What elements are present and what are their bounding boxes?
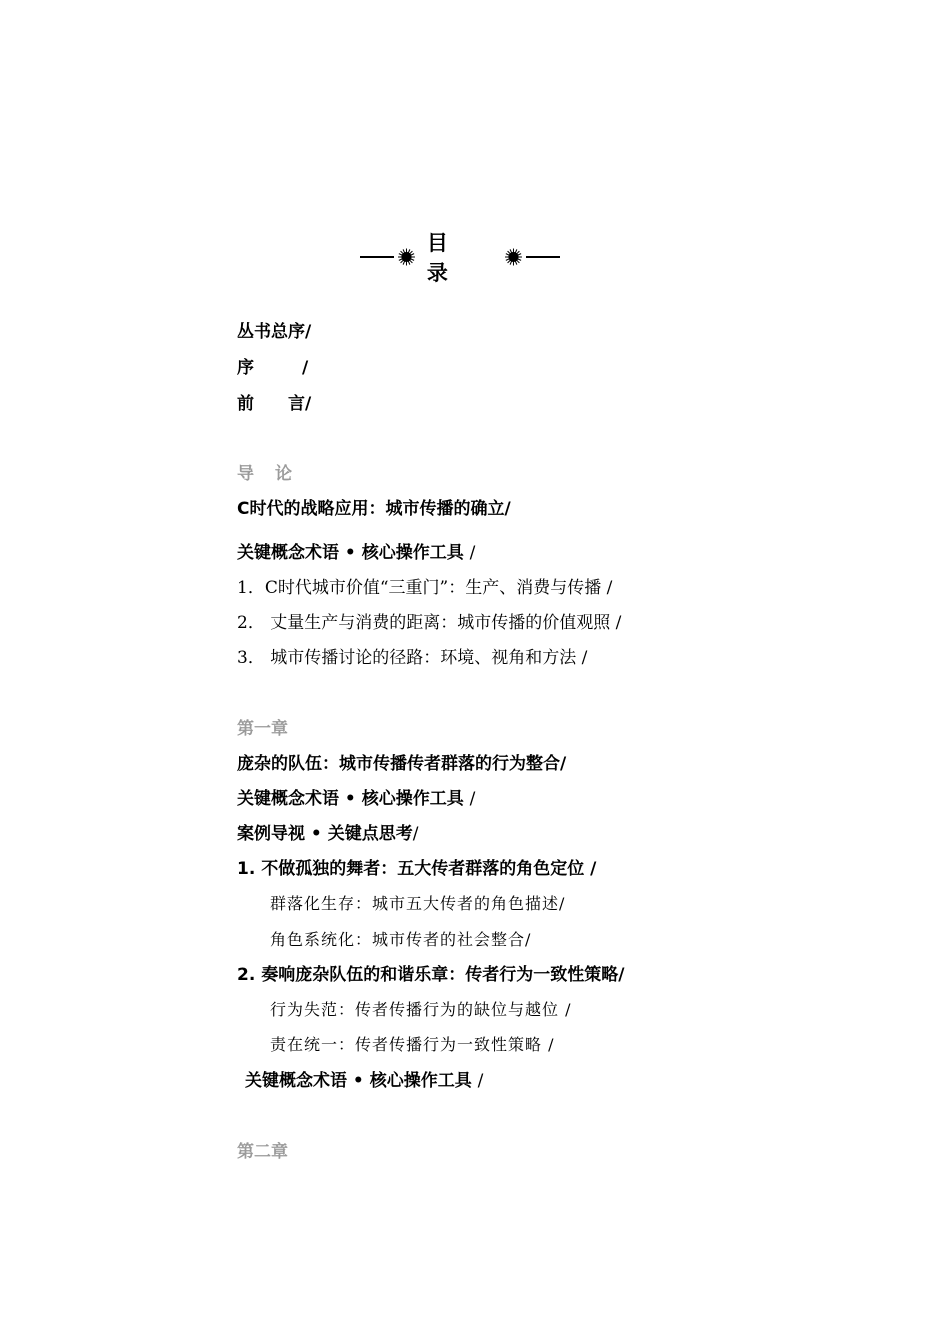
chapter1-section-1-sub-2[interactable]: 角色系统化：城市传者的社会整合/ [270, 930, 532, 949]
intro-item-3[interactable]: 3． 城市传播讨论的径路：环境、视角和方法 / [237, 648, 588, 668]
chapter2-heading: 第二章 [237, 1142, 288, 1162]
toc-title-row [360, 231, 560, 285]
chapter1-cases[interactable]: 案例导视 • 关键点思考/ [237, 824, 419, 844]
toc-entry-series-preface[interactable]: 丛书总序/ [237, 322, 312, 342]
toc-entry-foreword[interactable]: 前 言/ [237, 394, 312, 414]
sun-ornament-icon [505, 247, 522, 267]
sun-ornament-icon [398, 247, 415, 267]
intro-key-terms[interactable]: 关键概念术语 • 核心操作工具 / [237, 543, 476, 563]
chapter1-heading: 第一章 [237, 719, 288, 739]
intro-item-2[interactable]: 2． 丈量生产与消费的距离：城市传播的价值观照 / [237, 613, 622, 633]
chapter1-section-2[interactable]: 2. 奏响庞杂队伍的和谐乐章：传者行为一致性策略/ [237, 965, 625, 985]
chapter1-end-key-terms[interactable]: 关键概念术语 • 核心操作工具 / [245, 1071, 484, 1091]
left-rule [360, 256, 394, 258]
intro-subtitle[interactable]: C时代的战略应用：城市传播的确立/ [237, 499, 511, 519]
chapter1-key-terms[interactable]: 关键概念术语 • 核心操作工具 / [237, 789, 476, 809]
chapter1-section-1-sub-1[interactable]: 群落化生存：城市五大传者的角色描述/ [270, 894, 566, 913]
chapter1-subtitle[interactable]: 庞杂的队伍：城市传播传者群落的行为整合/ [237, 754, 567, 774]
chapter1-section-2-sub-2[interactable]: 责在统一：传者传播行为一致性策略 / [270, 1035, 555, 1054]
intro-item-1[interactable]: 1．C时代城市价值“三重门”：生产、消费与传播 / [237, 578, 613, 598]
page-title: 目 录 [426, 231, 460, 285]
right-rule [526, 256, 560, 258]
chapter1-section-2-sub-1[interactable]: 行为失范：传者传播行为的缺位与越位 / [270, 1000, 572, 1019]
chapter1-section-1[interactable]: 1. 不做孤独的舞者：五大传者群落的角色定位 / [237, 859, 597, 879]
intro-heading: 导 论 [237, 464, 294, 484]
toc-entry-preface[interactable]: 序 / [237, 358, 309, 378]
